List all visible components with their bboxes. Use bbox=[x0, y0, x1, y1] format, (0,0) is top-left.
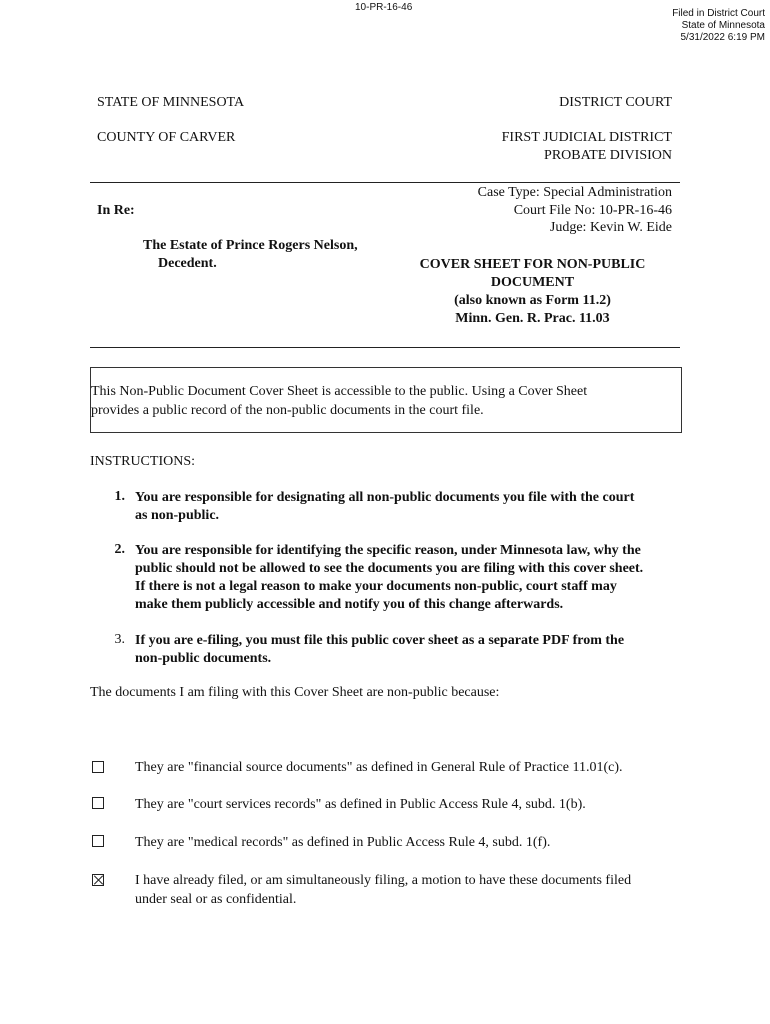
instruction-line: If there is not a legal reason to make your documents non-public, court staff may bbox=[135, 579, 617, 594]
court-label: DISTRICT COURT bbox=[559, 95, 672, 110]
document-title-line: Minn. Gen. R. Prac. 11.03 bbox=[455, 311, 610, 326]
medical-records-checkbox[interactable] bbox=[92, 835, 104, 847]
instruction-line: non-public documents. bbox=[135, 651, 272, 666]
court-services-checkbox[interactable] bbox=[92, 797, 104, 809]
instruction-number: 1. bbox=[114, 489, 125, 504]
instruction-line: You are responsible for designating all non-public documents you file with the court bbox=[135, 490, 635, 505]
reason-option bbox=[135, 758, 623, 777]
document-title-line: COVER SHEET FOR NON-PUBLIC bbox=[419, 257, 646, 272]
county-label: COUNTY OF CARVER bbox=[97, 130, 236, 145]
division-label: PROBATE DIVISION bbox=[544, 148, 672, 163]
instructions-heading: INSTRUCTIONS: bbox=[90, 454, 196, 469]
document-title bbox=[400, 256, 665, 328]
state-label: STATE OF MINNESOTA bbox=[97, 95, 245, 110]
instruction-line: make them publicly accessible and notify you of this change afterwards. bbox=[135, 597, 564, 612]
filed-stamp bbox=[672, 8, 765, 44]
file-number-stamp: 10-PR-16-46 bbox=[355, 2, 413, 13]
notice-line: This Non-Public Document Cover Sheet is accessible to the public. Using a Cover Sheet bbox=[91, 384, 588, 399]
judge-name: Judge: Kevin W. Eide bbox=[549, 220, 672, 235]
reason-option bbox=[135, 871, 631, 909]
instruction-number: 3. bbox=[114, 632, 125, 647]
reason-option-line: I have already filed, or am simultaneously filing, a motion to have these documents filed bbox=[135, 873, 632, 888]
decedent-label: Decedent. bbox=[158, 256, 217, 271]
estate-name: The Estate of Prince Rogers Nelson, bbox=[143, 238, 358, 253]
reason-option-line: They are "court services records" as defined in Public Access Rule 4, subd. 1(b). bbox=[135, 797, 586, 812]
filed-stamp-line: 5/31/2022 6:19 PM bbox=[680, 32, 765, 43]
reason-option-line: They are "medical records" as defined in Public Access Rule 4, subd. 1(f). bbox=[135, 835, 551, 850]
case-type: Case Type: Special Administration bbox=[477, 185, 672, 200]
instruction-line: public should not be allowed to see the documents you are filing with this cover sheet. bbox=[135, 561, 644, 576]
instruction-item bbox=[135, 632, 680, 668]
reason-option-line: under seal or as confidential. bbox=[135, 892, 297, 907]
public-notice-box bbox=[90, 367, 682, 433]
notice-line: provides a public record of the non-public documents in the court file. bbox=[91, 403, 484, 418]
court-file-number: Court File No: 10-PR-16-46 bbox=[513, 203, 672, 218]
reason-option-line: They are "financial source documents" as defined in General Rule of Practice 11.01(c). bbox=[135, 760, 623, 775]
document-title-line: DOCUMENT bbox=[490, 275, 575, 290]
district-label: FIRST JUDICIAL DISTRICT bbox=[501, 130, 672, 145]
document-title-line: (also known as Form 11.2) bbox=[454, 293, 611, 308]
reason-option bbox=[135, 833, 550, 852]
instruction-item bbox=[135, 542, 680, 614]
instruction-line: as non-public. bbox=[135, 508, 220, 523]
caption-divider bbox=[90, 182, 680, 183]
financial-records-checkbox[interactable] bbox=[92, 761, 104, 773]
instruction-line: You are responsible for identifying the specific reason, under Minnesota law, why the bbox=[135, 543, 641, 558]
instruction-line: If you are e-filing, you must file this public cover sheet as a separate PDF from the bbox=[135, 633, 625, 648]
case-divider bbox=[90, 347, 680, 348]
instruction-number: 2. bbox=[114, 542, 125, 557]
filed-stamp-line: State of Minnesota bbox=[681, 20, 765, 31]
reasons-intro: The documents I am filing with this Cover Sheet are non-public because: bbox=[90, 685, 500, 700]
filed-stamp-line: Filed in District Court bbox=[672, 8, 765, 19]
sealed-motion-checkbox[interactable] bbox=[92, 874, 104, 886]
instruction-item bbox=[135, 489, 680, 525]
in-re-label: In Re: bbox=[97, 203, 135, 218]
reason-option bbox=[135, 795, 586, 814]
